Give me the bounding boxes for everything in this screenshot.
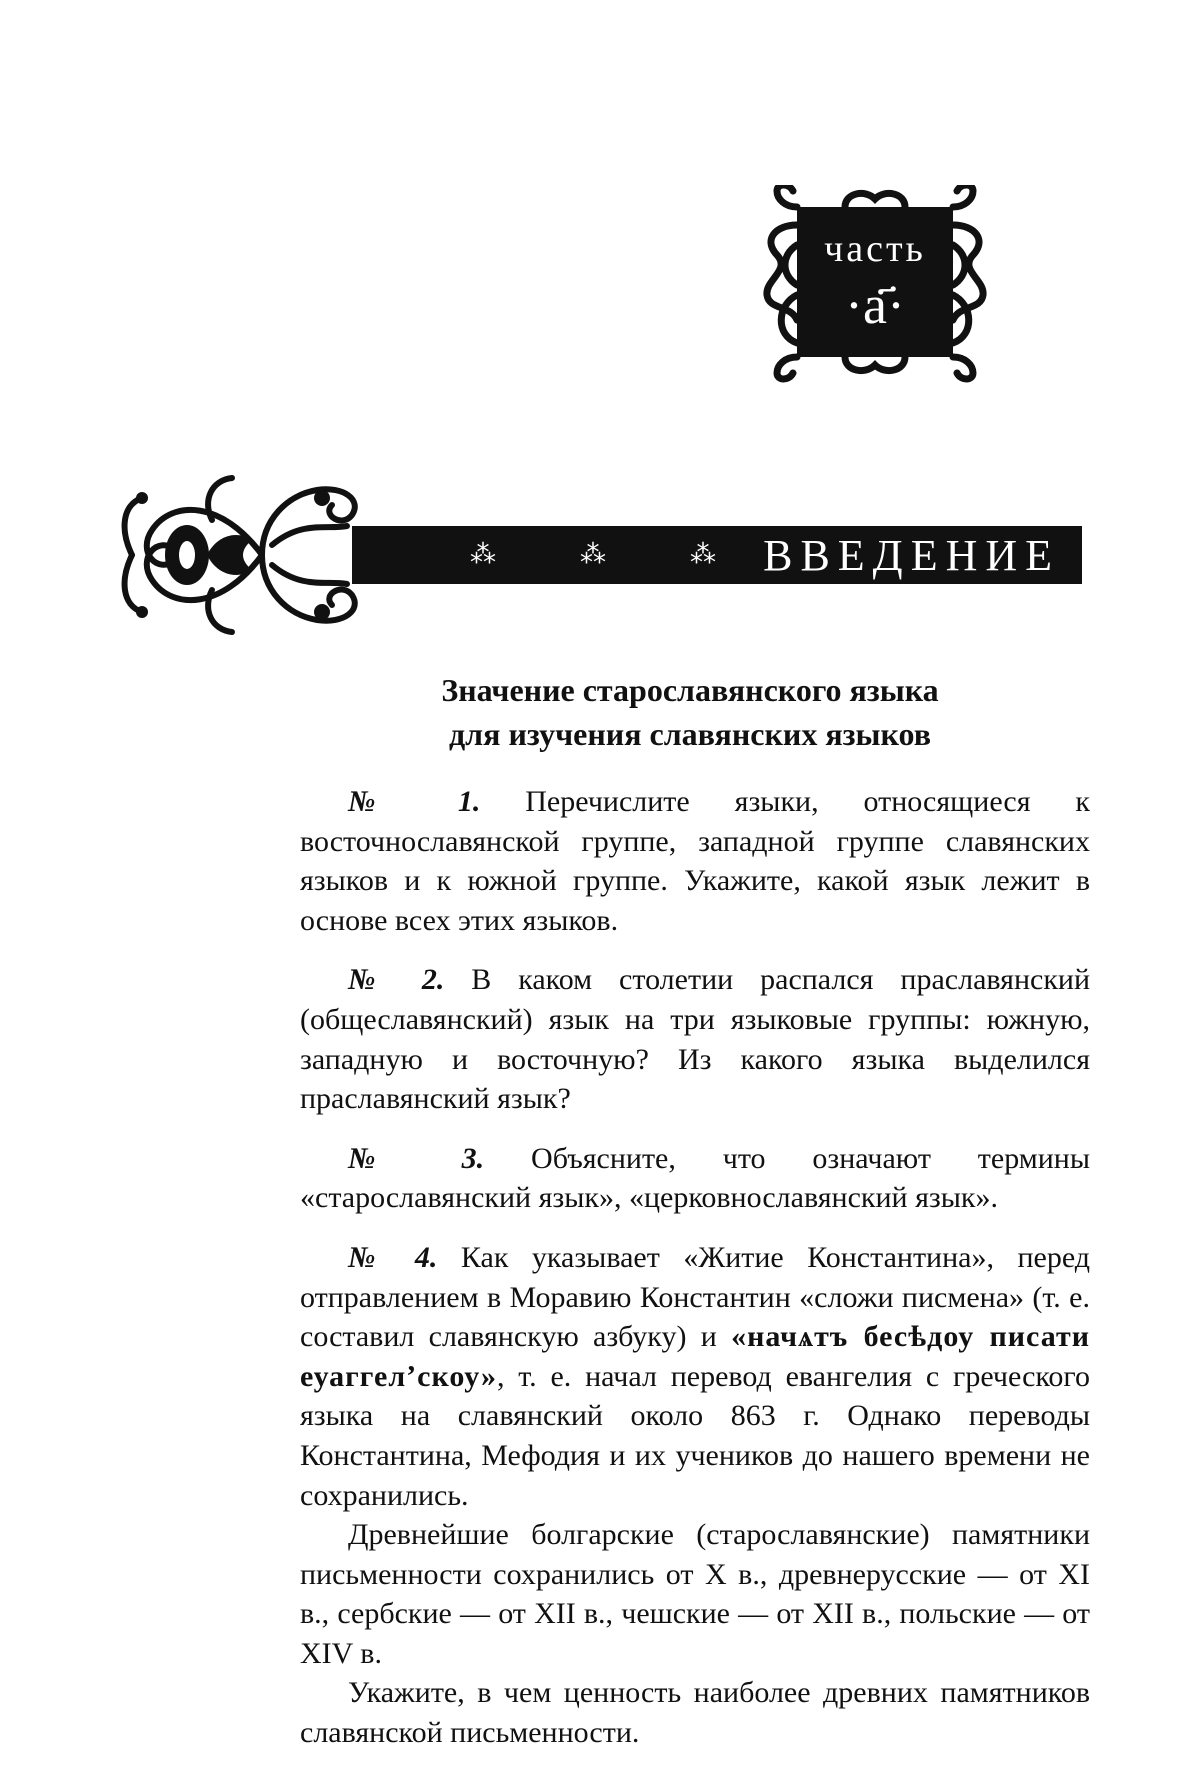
task-text: В каком столетии распался праславянский (общеславянский) язык на три языковые группы: южную, западную и восточную? Из какого языка выделился праславянский язык? — [300, 963, 1091, 1116]
task-paragraph — [300, 960, 1090, 1118]
star-ornament-icon: ⁂ — [470, 540, 496, 570]
task-text: Как указывает «Житие Константина», перед отправлением в Моравию Константин «сложи писмена» (т. е. составил славянскую азбуку) и — [300, 1240, 1091, 1354]
task-number: № 3. — [348, 1141, 485, 1175]
part-emblem — [755, 185, 995, 385]
task-number: № 1. — [348, 785, 481, 818]
chapter-title: ВВЕДЕНИЕ — [763, 531, 1060, 580]
body-paragraph: Укажите, в чем ценность наиболее древних памятников славянской письменности. — [300, 1676, 1090, 1750]
floral-ornament-icon — [112, 460, 372, 650]
section-title — [300, 668, 1080, 756]
star-ornament-icon: ⁂ — [690, 540, 716, 570]
part-word: часть — [824, 228, 926, 270]
task-text: , т. е. начал перевод евангелия с греческого языка на славянский около 863 г. Однако переводы Константина, Мефодия и их учеников до нашего времени не сохранились. — [300, 1359, 1090, 1512]
section-title-line: Значение старославянского языка — [441, 672, 939, 708]
task-paragraph — [300, 782, 1090, 940]
task-number: № 2. — [348, 963, 445, 997]
section-banner — [112, 460, 1092, 650]
star-ornament-icon: ⁂ — [580, 540, 606, 570]
task-text: Перечислите языки, относящиеся к восточнославянской группе, западной группе славянских языков и к южной группе. Укажите, какой язык лежит в основе всех этих языков. — [300, 785, 1091, 937]
part-number: ·а҃· — [845, 275, 905, 335]
task-text: Объясните, что означают термины «старославянский язык», «церковнославянский язык». — [300, 1141, 1091, 1215]
old-slavonic-quote: «начѧтъ бесѣдоу писати еуаггелʼскоу» — [300, 1320, 1090, 1393]
page-body — [300, 782, 1090, 1753]
task-paragraph — [300, 1238, 1090, 1515]
banner-bar — [352, 526, 1082, 584]
part-label-box — [797, 207, 953, 357]
task-paragraph — [300, 1139, 1090, 1218]
section-title-line: для изучения славянских языков — [448, 716, 931, 752]
body-paragraph: Древнейшие болгарские (старославянские) памятники письменности сохранились от X в., древнерусские — от XI в., сербские — от XII в., чешские — от XII в., польские — от XIV в. — [300, 1518, 1090, 1670]
task-number: № 4. — [348, 1240, 438, 1274]
